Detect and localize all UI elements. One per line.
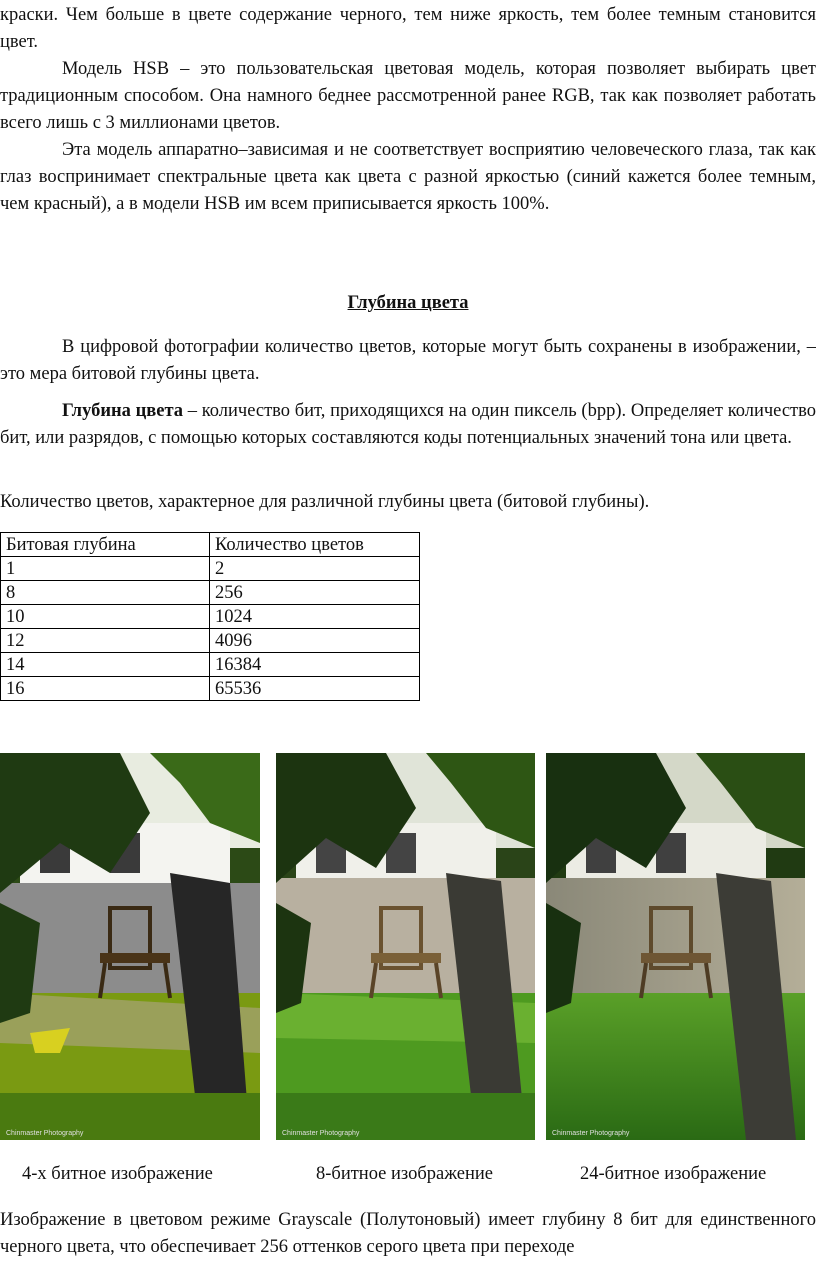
table-cell: 14 (1, 653, 210, 677)
paragraph-grayscale (0, 1207, 816, 1261)
garden-chair-image-4bit (0, 753, 260, 1140)
photo-24bit (546, 753, 805, 1140)
bit-depth-table (0, 532, 420, 701)
table-header-row (1, 533, 420, 557)
paragraph-bit-depth-definition (0, 398, 816, 452)
photo-8bit (276, 753, 535, 1140)
caption-24bit: 24-битное изображение (580, 1164, 767, 1184)
paragraph-text: В цифровой фотографии количество цветов, которые могут быть сохранены в изображении, – это мера битовой глубины цвета. (0, 337, 816, 384)
table-cell: 10 (1, 605, 210, 629)
definition-text: – количество бит, приходящихся на один пиксель (bpp). Определяет количество бит, или разрядов, с помощью которых составляются коды потенциальных значений тона или цвета. (0, 401, 816, 448)
paragraph-text: Эта модель аппаратно–зависимая и не соответствует восприятию человеческого глаза, так как глаз воспринимает спектральные цвета как цвета с разной яркостью (синий кажется более темным, чем красный), а в модели HSB им всем приписывается яркость 100%. (0, 140, 816, 214)
photo-4bit (0, 753, 260, 1140)
photo-watermark: Chinmaster Photography (6, 1130, 84, 1137)
table-row (1, 677, 420, 701)
paragraph-hsb-model (0, 56, 816, 137)
garden-chair-image-8bit (276, 753, 535, 1140)
table-cell: 1024 (210, 605, 420, 629)
table-header-cell: Битовая глубина (1, 533, 210, 557)
table-cell: 256 (210, 581, 420, 605)
paragraph-black-content (0, 2, 816, 56)
photo-watermark: Chinmaster Photography (282, 1130, 360, 1137)
table-row (1, 605, 420, 629)
table-row (1, 557, 420, 581)
table-cell: 12 (1, 629, 210, 653)
table-cell: 16384 (210, 653, 420, 677)
section-heading: Глубина цвета (347, 293, 469, 313)
table-cell: 8 (1, 581, 210, 605)
photo-watermark: Chinmaster Photography (552, 1130, 630, 1137)
table-row (1, 581, 420, 605)
table-cell: 16 (1, 677, 210, 701)
paragraph-text: Количество цветов, характерное для различной глубины цвета (битовой глубины). (0, 492, 650, 512)
paragraph-text: краски. Чем больше в цвете содержание черного, тем ниже яркость, тем более темным становится цвет. (0, 5, 816, 52)
paragraph-text: Модель HSB – это пользовательская цветовая модель, которая позволяет выбирать цвет традиционным способом. Она намного беднее рассмотренной ранее RGB, так как позволяет работать всего лишь с 3 миллионами цветов. (0, 59, 816, 133)
table-cell: 2 (210, 557, 420, 581)
paragraph-text: Изображение в цветовом режиме Grayscale (Полутоновый) имеет глубину 8 бит для единственного черного цвета, что обеспечивает 256 оттенков серого цвета при переходе (0, 1210, 816, 1257)
table-cell: 4096 (210, 629, 420, 653)
definition-term: Глубина цвета (62, 401, 184, 421)
paragraph-hsb-hardware (0, 137, 816, 218)
garden-chair-image-24bit (546, 753, 805, 1140)
table-cell: 1 (1, 557, 210, 581)
table-caption (0, 489, 816, 516)
caption-8bit: 8-битное изображение (316, 1164, 494, 1184)
table-cell: 65536 (210, 677, 420, 701)
caption-4bit: 4-х битное изображение (22, 1164, 213, 1184)
paragraph-bit-depth-intro (0, 334, 816, 388)
table-row (1, 629, 420, 653)
table-row (1, 653, 420, 677)
table-header-cell: Количество цветов (210, 533, 420, 557)
